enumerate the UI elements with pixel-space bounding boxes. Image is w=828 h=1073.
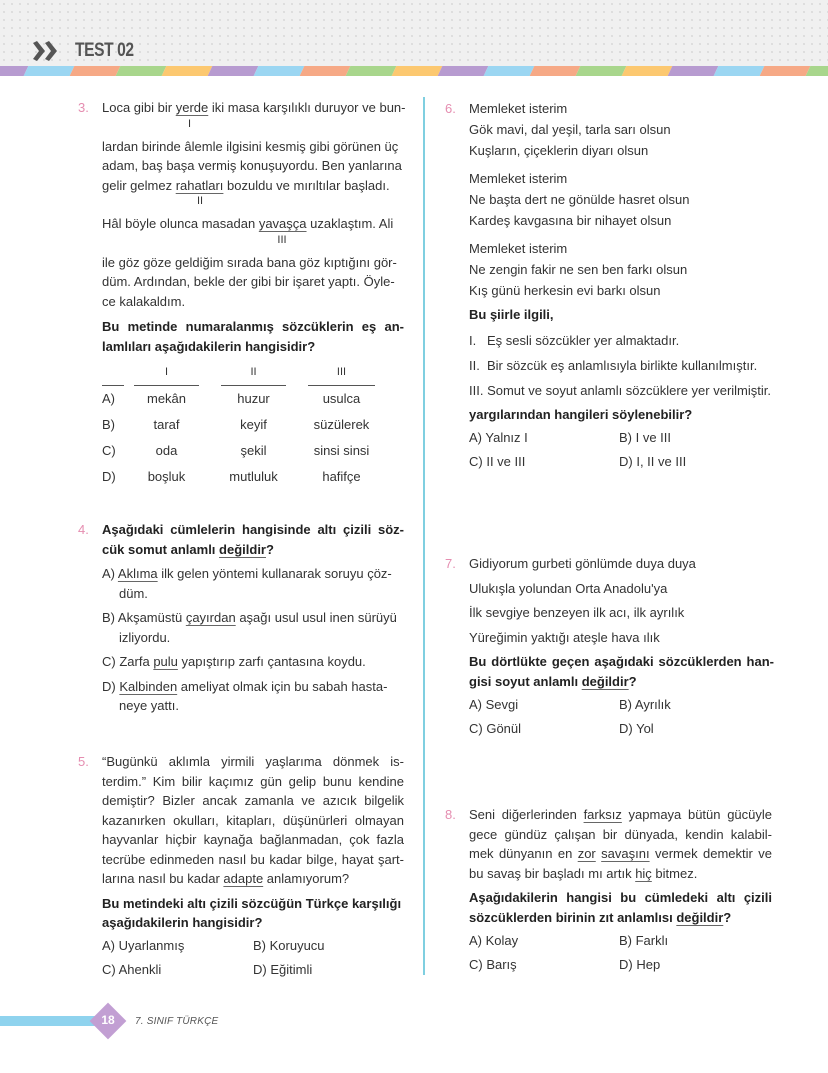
options-grid: [469, 426, 769, 474]
passage-line: mek dünyanın en zor savaşını vermek demektir ve: [469, 846, 772, 861]
answer-option-d[interactable]: D) Eğitimli: [253, 961, 313, 977]
answer-option-d[interactable]: D) I, II ve III: [619, 454, 687, 469]
answer-option-b[interactable]: B) Akşamüstü çayırdan aşağı usul usul inen sürüyü izliyordu.: [102, 610, 397, 645]
answer-option-b[interactable]: B) taraf keyif süzülerek: [102, 417, 370, 432]
answer-option-c[interactable]: C) Gönül: [469, 721, 522, 736]
question-5: [78, 752, 404, 982]
roman-marker: III: [277, 233, 287, 246]
question-4: [78, 520, 404, 721]
passage-line: “Bugünkü aklımla yirmili yaşlarıma dönmek is-: [102, 754, 404, 769]
double-chevron-right-icon: [32, 41, 60, 61]
poem-stanza: Memleket isterim Ne başta dert ne gönülde hasret olsun Kardeş kavgasına bir nihayet olsun: [469, 171, 690, 228]
passage-line: ce kalakaldım.: [102, 293, 186, 309]
statements: [469, 328, 779, 403]
answer-option-d[interactable]: D) Yol: [619, 721, 654, 736]
passage-line: hayvanlar hiçbir kaynağa bağlanmadan, çok fazla: [102, 832, 404, 847]
answer-option-a[interactable]: A) Sevgi: [469, 697, 519, 712]
question-prompt: Bu dörtlükte geçen aşağıdaki sözcüklerden han- gisi soyut anlamlı değildir?: [469, 654, 774, 689]
answer-option-a[interactable]: A) Yalnız I: [469, 430, 528, 445]
answer-option-d[interactable]: D) Kalbinden ameliyat olmak için bu sabah hasta- neye yattı.: [102, 678, 388, 713]
passage-line: Loca gibi bir yerde iki masa karşılıklı duruyor ve bun-: [102, 100, 406, 115]
poem-stanza: Memleket isterim Ne zengin fakir ne sen ben farkı olsun Kış günü herkesin evi barkı olsun: [469, 241, 688, 298]
underlined-word: yavaşça: [258, 216, 307, 231]
answer-option-b[interactable]: B) Koruyucu: [253, 937, 325, 953]
underlined-word: yerde: [175, 100, 209, 115]
answer-option-a[interactable]: A) mekân huzur usulca: [102, 391, 361, 406]
passage-line: gelir gelmez rahatları bozuldu ve mırıltılar başladı.: [102, 177, 390, 193]
question-number: 7.: [445, 556, 456, 571]
page-header: [0, 0, 828, 66]
options-grid: [469, 693, 769, 741]
options-list: [102, 564, 404, 716]
answer-option-b[interactable]: B) Ayrılık: [619, 697, 671, 712]
options-grid: [469, 929, 769, 977]
passage-line: tecrübe edinmeden nasıl bu kadar bilge, hayat şart-: [102, 851, 404, 867]
question-prompt: aşağıdakilerin hangisidir?: [102, 915, 263, 930]
passage-line: gece gündüz çalışan bir dünyada, kendin kalabil-: [469, 826, 772, 842]
answer-option-a[interactable]: A) Uyarlanmış: [102, 937, 185, 953]
passage-line: ile göz göze geldiğim sırada bana göz kıptığını gör-: [102, 254, 397, 270]
underlined-word: rahatları: [175, 177, 224, 193]
question-number: 5.: [78, 754, 89, 769]
passage-line: adam, baş başa vermiş konuşuyordu. Ben yanlarına: [102, 158, 402, 173]
answer-option-b[interactable]: B) Farklı: [619, 933, 669, 948]
question-prompt: Aşağıdakilerin hangisi bu cümledeki altı çizili sözcüklerden birinin zıt anlamlısı değildir?: [469, 890, 772, 925]
passage-line: terdim.” Kim bilir kaçımız gün gelip bunu kendine: [102, 773, 404, 789]
passage-line: kazanırken okulları, kitapları, düşünürleri olmayan: [102, 812, 404, 828]
options-grid: [102, 934, 404, 982]
answer-option-c[interactable]: C) Barış: [469, 957, 517, 972]
question-8: [445, 805, 772, 977]
answer-option-a[interactable]: A) Kolay: [469, 933, 519, 948]
question-number: 6.: [445, 101, 456, 116]
question-prompt: Bu metindeki altı çizili sözcüğün Türkçe karşılığı: [102, 895, 402, 911]
roman-marker: II: [196, 195, 204, 207]
question-number: 8.: [445, 807, 456, 822]
answer-option-d[interactable]: D) Hep: [619, 957, 661, 972]
answer-option-b[interactable]: B) I ve III: [619, 430, 672, 445]
answer-option-c[interactable]: C) II ve III: [469, 454, 526, 469]
column-divider: [423, 97, 425, 975]
passage-line: düm. Ardından, bekle der gibi bir işaret yaptı. Öyle-: [102, 274, 395, 289]
question-prompt: lamlıları aşağıdakilerin hangisidir?: [102, 338, 316, 354]
question-prompt: yargılarından hangileri söylenebilir?: [469, 407, 693, 422]
page-number: 18: [101, 1013, 115, 1027]
answer-option-d[interactable]: D) boşluk mutluluk hafifçe: [102, 469, 361, 484]
question-prompt: cük somut anlamlı değildir?: [102, 541, 274, 557]
question-number: 4.: [78, 522, 89, 537]
question-3: [78, 98, 406, 490]
statement-2: II. Bir sözcük eş anlamlısıyla birlikte kullanılmıştır.: [469, 358, 758, 373]
color-stripe: [0, 66, 828, 76]
question-6: [445, 98, 779, 474]
question-7: [445, 552, 774, 741]
statement-3: III. Somut ve soyut anlamlı sözcüklere yer verilmiştir.: [469, 383, 772, 398]
footer-bar: [0, 1016, 95, 1026]
poem-stanza: Memleket isterim Gök mavi, dal yeşil, tarla sarı olsun Kuşların, çiçeklerin diyarı olsun: [469, 101, 671, 158]
question-number: 3.: [78, 100, 89, 115]
statement-1: I. Eş sesli sözcükler yer almaktadır.: [469, 333, 680, 348]
answer-option-c[interactable]: C) oda şekil sinsi sinsi: [102, 443, 370, 458]
answer-option-c[interactable]: C) Zarfa pulu yapıştırıp zarfı çantasına koydu.: [102, 654, 366, 669]
answer-option-a[interactable]: A) Aklıma ilk gelen yöntemi kullanarak soruyu çöz- düm.: [102, 566, 392, 601]
answer-table: [102, 364, 404, 490]
passage-line: bu savaş bir başladı mı artık hiç bitmez.: [469, 865, 698, 881]
passage-line: Hâl böyle olunca masadan yavaşça uzaklaştım. Ali: [102, 216, 394, 231]
passage-line: Seni diğerlerinden farksız yapmaya bütün gücüyle: [469, 807, 772, 822]
answer-option-c[interactable]: C) Ahenkli: [102, 961, 162, 977]
test-title: TEST 02: [75, 40, 134, 61]
table-header: I II III: [102, 364, 404, 386]
question-prompt: Aşağıdaki cümlelerin hangisinde altı çizili söz-: [102, 522, 404, 537]
passage-line: larına nasıl bu kadar adapte anlamıyorum?: [102, 871, 350, 886]
passage-line: demiştir? Bizler ancak zamanla ve azıcık bilgelik: [102, 793, 404, 808]
passage-line: lardan birinde âlemle ilgisini kesmiş gibi görünen üç: [102, 138, 399, 154]
question-intro: Bu şiirle ilgili,: [469, 307, 554, 322]
verse: Gidiyorum gurbeti gönlümde duya duya Ulukışla yolundan Orta Anadolu'ya İlk sevgiye benzeyen ilk acı, ilk ayrılık Yüreğimin yaktığı ateşle hava ılık: [469, 556, 696, 645]
roman-marker: I: [187, 117, 192, 130]
question-prompt: Bu metinde numaralanmış sözcüklerin eş an-: [102, 319, 404, 334]
subject-label: 7. SINIF TÜRKÇE: [135, 1016, 219, 1027]
